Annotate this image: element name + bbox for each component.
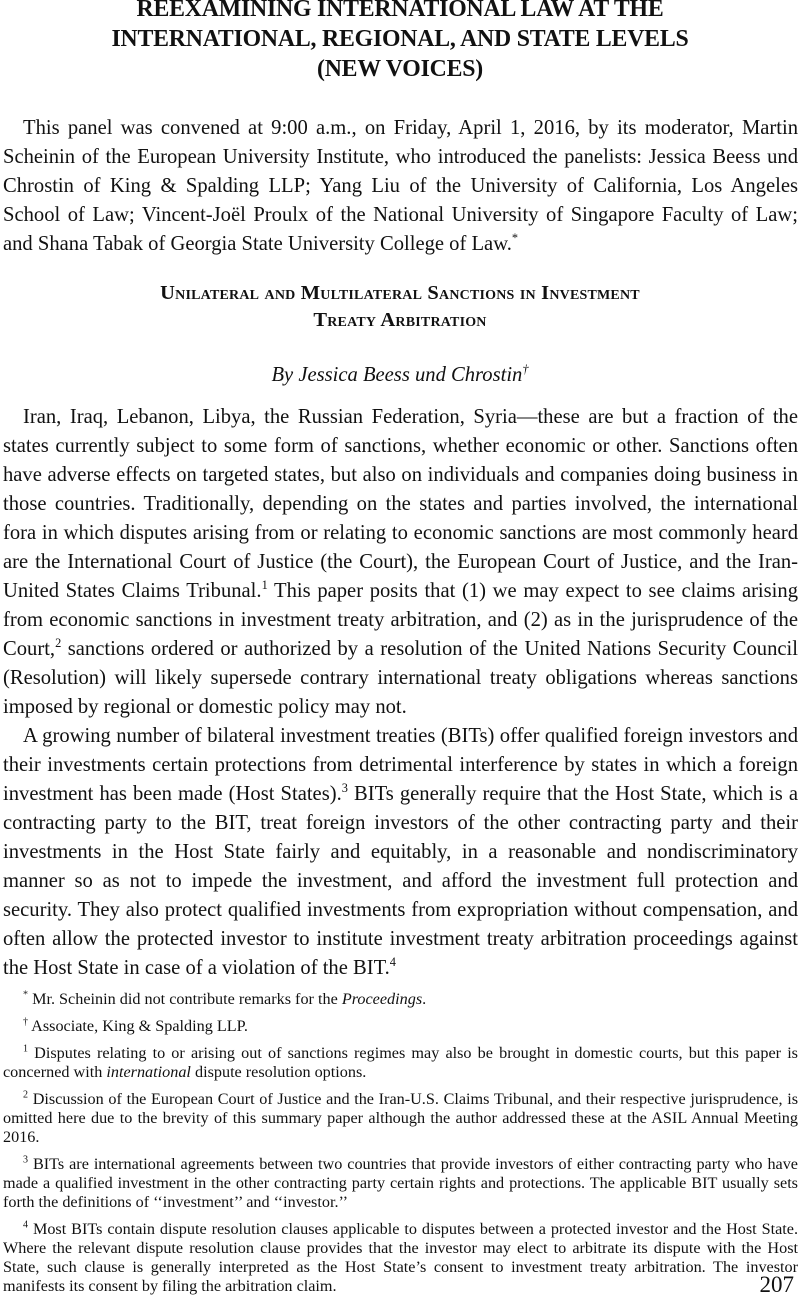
article-body	[3, 403, 798, 983]
page-title-line: (NEW VOICES)	[316, 55, 484, 82]
footnote-text: Associate, King & Spalding LLP.	[28, 1017, 248, 1035]
footnote	[3, 1220, 798, 1296]
author-byline	[0, 362, 800, 388]
footnote-text: .	[422, 990, 427, 1008]
footnote-ref[interactable]: 2	[55, 636, 62, 651]
footnote	[3, 1090, 798, 1147]
footnotes	[3, 990, 798, 1304]
article-title-line: Unilateral and Multilateral Sanctions in Investment	[160, 282, 640, 304]
footnote	[3, 1017, 798, 1036]
footnote-text: Discussion of the European Court of Justice and the Iran-U.S. Claims Tribunal, and their respective jurisprudence, is omitted here due to the brevity of this summary paper although the author addressed these at the ASIL Annual Meeting 2016.	[3, 1090, 798, 1146]
paragraph-text: sanctions ordered or authorized by a resolution of the United Nations Security Council (Resolution) will likely supersede contrary international treaty obligations whereas sanctions imposed by regional or domestic policy may not.	[3, 638, 798, 718]
footnote-mark: 3	[23, 1154, 29, 1166]
footnote-mark: 4	[23, 1219, 29, 1231]
footnote-italic: international	[106, 1063, 191, 1081]
footnote-text: dispute resolution options.	[190, 1063, 367, 1081]
byline-text: By Jessica Beess und Chrostin	[271, 364, 523, 386]
footnote-mark: 1	[23, 1043, 29, 1055]
paragraph-text: A growing number of bilateral investment treaties (BITs) offer qualified foreign investors and their investments certain protections from detrimental interference by states in which a foreign investment has been made (Host States).	[3, 725, 798, 805]
footnote	[3, 1155, 798, 1212]
footnote-ref[interactable]: †	[522, 362, 529, 377]
footnote-text: Disputes relating to or arising out of sanctions regimes may also be brought in domestic courts, but this paper is concerned with	[3, 1044, 798, 1081]
paragraph-text: BITs generally require that the Host State, which is a contracting party to the BIT, treat foreign investors of the other contracting party and their investments in the Host State fairly and equitably, in a reasonable and nondiscriminatory manner so as not to impede the investment, and afford the investment full protection and security. They also protect qualified investments from expropriation without compensation, and often allow the protected investor to institute investment treaty arbitration proceedings against the Host State in case of a violation of the BIT.	[3, 783, 798, 979]
article-title-line: Treaty Arbitration	[313, 309, 487, 331]
page-title-line: INTERNATIONAL, REGIONAL, AND STATE LEVELS	[111, 25, 689, 52]
page-title-line: REEXAMINING INTERNATIONAL LAW AT THE	[136, 0, 664, 22]
footnote-mark: †	[23, 1016, 29, 1028]
footnote-italic: Proceedings	[341, 990, 423, 1008]
paragraph-text: This paper posits that (1) we may expect to see claims arising from economic sanctions in investment treaty arbitration, and (2) as in the jurisprudence of the Court,	[3, 580, 798, 660]
footnote	[3, 1044, 798, 1082]
footnote	[3, 990, 798, 1009]
paragraph-text: Iran, Iraq, Lebanon, Libya, the Russian Federation, Syria—these are but a fraction of the states currently subject to some form of sanctions, whether economic or other. Sanctions often have adverse effects on targeted states, but also on individuals and companies doing business in those countries. Traditionally, depending on the states and parties involved, the international fora in which disputes arising from or relating to economic sanctions are most commonly heard are the International Court of Justice (the Court), the European Court of Justice, and the Iran-United States Claims Tribunal.	[3, 406, 798, 602]
footnote-text: Mr. Scheinin did not contribute remarks for the	[28, 990, 342, 1008]
footnote-ref[interactable]: *	[511, 231, 519, 246]
panel-intro	[3, 114, 798, 259]
footnote-mark: 2	[23, 1089, 29, 1101]
page-title	[12, 0, 788, 84]
footnote-ref[interactable]: 1	[261, 578, 268, 593]
page-number: 207	[759, 1272, 794, 1297]
footnote-text: Most BITs contain dispute resolution clauses applicable to disputes between a protected investor and the Host State. Where the relevant dispute resolution clause provides that the investor may elect to arbitrate its dispute with the Host State, such clause is generally interpreted as the Host State’s consent to investment treaty arbitration. The investor manifests its consent by filing the arbitration claim.	[3, 1220, 798, 1295]
footnote-ref[interactable]: 4	[389, 955, 396, 970]
footnote-mark: *	[23, 989, 29, 1001]
intro-paragraph	[3, 114, 798, 259]
intro-text: This panel was convened at 9:00 a.m., on Friday, April 1, 2016, by its moderator, Martin Scheinin of the European University Institute, who introduced the panelists: Jessica Beess und Chrostin of King & Spalding LLP; Yang Liu of the University of California, Los Angeles School of Law; Vincent-Joël Proulx of the National University of Singapore Faculty of Law; and Shana Tabak of Georgia State University College of Law.	[3, 117, 798, 255]
footnote-text: BITs are international agreements between two countries that provide investors of either contracting party who have made a qualified investment in the other contracting party certain rights and protections. The applicable BIT usually sets forth the definitions of ‘‘investment’’ and ‘‘investor.’’	[3, 1155, 798, 1211]
body-paragraph	[3, 403, 798, 722]
footnote-ref[interactable]: 3	[341, 781, 348, 796]
article-title	[0, 280, 800, 334]
body-paragraph	[3, 722, 798, 983]
